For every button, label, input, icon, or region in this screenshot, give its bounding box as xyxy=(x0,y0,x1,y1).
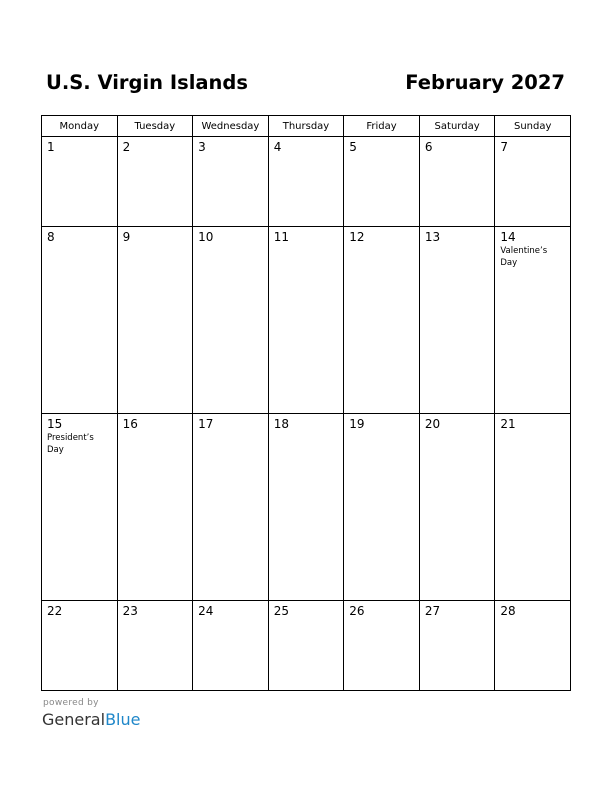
powered-by-text: powered by xyxy=(43,698,99,708)
day-cell xyxy=(495,601,571,691)
day-number: 23 xyxy=(122,604,138,619)
day-cell xyxy=(193,413,269,600)
day-cell xyxy=(268,413,344,600)
day-number: 24 xyxy=(198,604,214,619)
week-row xyxy=(42,137,571,227)
day-number: 26 xyxy=(349,604,365,619)
weekday-header-tuesday: Tuesday xyxy=(117,116,193,137)
day-number: 15 xyxy=(47,416,63,431)
day-cell xyxy=(268,601,344,691)
day-number: 6 xyxy=(424,140,433,154)
day-cell xyxy=(268,226,344,413)
day-number: 3 xyxy=(198,140,206,154)
day-number: 11 xyxy=(273,229,289,244)
weekday-header-sunday: Sunday xyxy=(495,116,571,137)
day-number: 18 xyxy=(273,416,289,431)
day-number: 21 xyxy=(500,416,516,431)
month-year-title: February 2027 xyxy=(405,71,565,94)
day-cell xyxy=(42,226,118,413)
day-number: 14 xyxy=(500,229,516,244)
day-number: 2 xyxy=(122,140,131,154)
day-cell xyxy=(193,601,269,691)
day-cell xyxy=(495,226,571,413)
day-number: 5 xyxy=(349,140,357,154)
day-number: 1 xyxy=(47,140,55,154)
weekday-header-saturday: Saturday xyxy=(419,116,495,137)
weekday-header-monday: Monday xyxy=(42,116,118,137)
day-cell xyxy=(42,601,118,691)
week-row xyxy=(42,413,571,600)
day-cell xyxy=(344,226,420,413)
day-number: 19 xyxy=(349,416,365,431)
week-row xyxy=(42,601,571,691)
day-number: 27 xyxy=(424,604,441,619)
day-cell xyxy=(193,226,269,413)
day-cell xyxy=(344,601,420,691)
region-title: U.S. Virgin Islands xyxy=(46,71,248,94)
brand-blue: Blue xyxy=(105,710,141,729)
day-cell xyxy=(117,137,193,227)
brand-general: General xyxy=(42,710,106,729)
day-number: 7 xyxy=(500,140,509,154)
week-row xyxy=(42,226,571,413)
day-cell xyxy=(193,137,269,227)
day-number: 16 xyxy=(122,416,138,431)
weekday-header-friday: Friday xyxy=(344,116,420,137)
day-cell xyxy=(117,413,193,600)
day-number: 8 xyxy=(47,229,55,244)
weekday-header-wednesday: Wednesday xyxy=(193,116,269,137)
day-cell xyxy=(117,226,193,413)
day-cell xyxy=(419,413,495,600)
day-cell xyxy=(419,226,495,413)
holiday-label: President’s Day xyxy=(47,432,94,455)
day-cell xyxy=(344,413,420,600)
weekday-header-row xyxy=(42,116,571,137)
day-number: 25 xyxy=(273,604,289,619)
day-cell xyxy=(117,601,193,691)
day-cell xyxy=(268,137,344,227)
day-number: 17 xyxy=(198,416,214,431)
day-number: 10 xyxy=(198,229,214,244)
day-number: 28 xyxy=(500,604,516,619)
day-cell xyxy=(344,137,420,227)
day-cell xyxy=(419,601,495,691)
day-number: 12 xyxy=(349,229,365,244)
day-cell xyxy=(495,137,571,227)
generalblue-logo[interactable] xyxy=(42,710,140,729)
day-number: 13 xyxy=(424,229,441,244)
day-number: 20 xyxy=(424,416,441,431)
day-number: 4 xyxy=(273,140,282,154)
day-cell xyxy=(419,137,495,227)
day-cell xyxy=(42,413,118,600)
day-number: 22 xyxy=(47,604,63,619)
day-number: 9 xyxy=(122,229,131,244)
weekday-header-thursday: Thursday xyxy=(268,116,344,137)
calendar-grid xyxy=(41,115,571,691)
day-cell xyxy=(495,413,571,600)
holiday-label: Valentine’s Day xyxy=(500,245,548,268)
day-cell xyxy=(42,137,118,227)
